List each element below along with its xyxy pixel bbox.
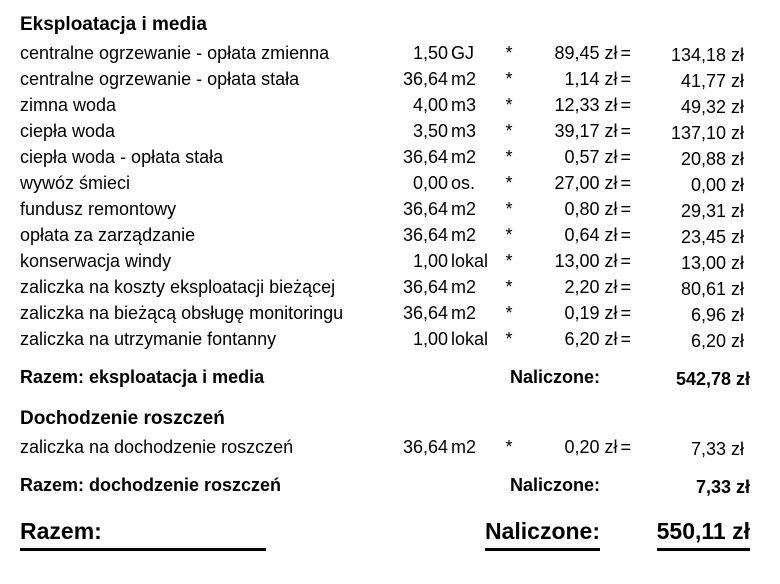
section-total-amount: 7,33 zł	[695, 477, 750, 497]
fee-rate-cell	[522, 274, 631, 300]
section-rows	[20, 434, 750, 460]
fee-unit: lokal	[451, 329, 489, 349]
grand-total-label: Razem:	[20, 516, 266, 551]
fee-label: wywóz śmieci	[20, 173, 131, 193]
fee-label: zaliczka na koszty eksploatacji bieżącej	[20, 277, 336, 297]
fee-amount: 23,45 zł	[680, 227, 744, 247]
fee-rate-cell	[522, 170, 631, 196]
grand-total-amount: 550,11 zł	[657, 516, 750, 551]
equals-sign: =	[620, 69, 631, 89]
fee-amount: 20,88 zł	[680, 149, 744, 169]
fee-label: centralne ogrzewanie - opłata zmienna	[20, 43, 330, 63]
fee-label: konserwacja windy	[20, 251, 172, 271]
fee-rate-cell	[522, 326, 631, 352]
fee-sections-container	[20, 12, 750, 498]
equals-sign: =	[620, 199, 631, 219]
section-total-label: Razem: eksploatacja i media	[20, 367, 265, 387]
fee-quantity: 36,64	[402, 147, 448, 167]
fee-row	[20, 326, 750, 352]
fee-rate: 0,64 zł	[564, 225, 618, 245]
section-total-row	[20, 472, 750, 498]
fee-unit: GJ	[451, 43, 475, 63]
fee-quantity: 36,64	[402, 69, 448, 89]
fee-rate-cell	[522, 118, 631, 144]
fee-label: centralne ogrzewanie - opłata stała	[20, 69, 300, 89]
fee-amount: 49,32 zł	[680, 97, 744, 117]
fee-quantity: 1,50	[412, 43, 448, 63]
fee-label: ciepła woda	[20, 121, 116, 141]
section-total-label: Razem: dochodzenie roszczeń	[20, 475, 282, 495]
multiply-operator: *	[505, 277, 513, 297]
grand-total-amount-cell	[600, 516, 750, 551]
fee-label: zaliczka na dochodzenie roszczeń	[20, 437, 294, 457]
fee-row	[20, 66, 750, 92]
fee-row	[20, 40, 750, 66]
section-total-row	[20, 364, 750, 390]
fee-label: opłata za zarządzanie	[20, 225, 196, 245]
equals-sign: =	[620, 277, 631, 297]
naliczone-label: Naliczone:	[509, 475, 600, 495]
fee-unit: m2	[451, 199, 477, 219]
fee-amount: 7,33 zł	[690, 439, 744, 459]
fee-rate: 6,20 zł	[564, 329, 618, 349]
equals-sign: =	[620, 225, 631, 245]
fee-row	[20, 300, 750, 326]
fee-unit: m3	[451, 95, 477, 115]
fee-quantity: 0,00	[412, 173, 448, 193]
fee-unit: m2	[451, 225, 477, 245]
multiply-operator: *	[505, 173, 513, 193]
grand-total-label-cell	[20, 516, 365, 551]
equals-sign: =	[620, 121, 631, 141]
fee-row	[20, 248, 750, 274]
fee-unit: m2	[451, 437, 477, 457]
fee-rate-cell	[522, 434, 631, 460]
section-rows	[20, 40, 750, 352]
fee-label: zimna woda	[20, 95, 117, 115]
fee-quantity: 1,00	[412, 329, 448, 349]
fee-amount: 0,00 zł	[690, 175, 744, 195]
multiply-operator: *	[505, 95, 513, 115]
fee-row	[20, 222, 750, 248]
fee-amount: 29,31 zł	[680, 201, 744, 221]
fee-row	[20, 274, 750, 300]
section-total-amount: 542,78 zł	[675, 369, 750, 389]
fee-rate: 89,45 zł	[554, 43, 618, 63]
fee-rate: 0,19 zł	[564, 303, 618, 323]
fee-rate: 12,33 zł	[554, 95, 618, 115]
fee-rate-cell	[522, 196, 631, 222]
equals-sign: =	[620, 95, 631, 115]
multiply-operator: *	[505, 225, 513, 245]
multiply-operator: *	[505, 121, 513, 141]
fee-unit: m2	[451, 277, 477, 297]
multiply-operator: *	[505, 147, 513, 167]
fee-rate-cell	[522, 66, 631, 92]
fee-rate: 27,00 zł	[554, 173, 618, 193]
fee-row	[20, 144, 750, 170]
section-title: Dochodzenie roszczeń	[20, 408, 225, 429]
fee-row	[20, 92, 750, 118]
equals-sign: =	[620, 147, 631, 167]
fee-rate: 0,20 zł	[564, 437, 618, 457]
equals-sign: =	[620, 43, 631, 63]
fee-unit: m3	[451, 121, 477, 141]
fee-rate: 0,57 zł	[564, 147, 618, 167]
multiply-operator: *	[505, 199, 513, 219]
fee-amount: 80,61 zł	[680, 279, 744, 299]
fee-quantity: 3,50	[412, 121, 448, 141]
fee-rate: 1,14 zł	[564, 69, 618, 89]
section-title: Eksploatacja i media	[20, 14, 207, 35]
fee-quantity: 4,00	[412, 95, 448, 115]
fee-row	[20, 170, 750, 196]
naliczone-label: Naliczone:	[509, 367, 600, 387]
equals-sign: =	[620, 437, 631, 457]
fee-unit: m2	[451, 303, 477, 323]
fee-unit: m2	[451, 69, 477, 89]
fee-row	[20, 196, 750, 222]
grand-total-row	[20, 516, 750, 551]
fee-quantity: 36,64	[402, 437, 448, 457]
fee-section	[20, 406, 750, 498]
fee-quantity: 36,64	[402, 277, 448, 297]
fee-label: zaliczka na utrzymanie fontanny	[20, 329, 277, 349]
fee-quantity: 36,64	[402, 303, 448, 323]
multiply-operator: *	[505, 437, 513, 457]
multiply-operator: *	[505, 69, 513, 89]
grand-total-naliczone-cell	[365, 516, 600, 551]
fee-label: zaliczka na bieżącą obsługę monitoringu	[20, 303, 344, 323]
equals-sign: =	[620, 251, 631, 271]
fee-rate-cell	[522, 248, 631, 274]
grand-total-naliczone-label: Naliczone:	[485, 516, 600, 551]
fee-unit: lokal	[451, 251, 489, 271]
equals-sign: =	[620, 173, 631, 193]
equals-sign: =	[620, 329, 631, 349]
fee-rate-cell	[522, 300, 631, 326]
fee-rate: 0,80 zł	[564, 199, 618, 219]
fee-row	[20, 118, 750, 144]
fee-amount: 6,20 zł	[690, 331, 744, 351]
fee-rate-cell	[522, 92, 631, 118]
fee-rate: 2,20 zł	[564, 277, 618, 297]
fee-amount: 13,00 zł	[680, 253, 744, 273]
fee-amount: 6,96 zł	[690, 305, 744, 325]
fee-rate-cell	[522, 144, 631, 170]
fee-label: ciepła woda - opłata stała	[20, 147, 224, 167]
multiply-operator: *	[505, 251, 513, 271]
multiply-operator: *	[505, 303, 513, 323]
fee-unit: m2	[451, 147, 477, 167]
fee-rate-cell	[522, 40, 631, 66]
multiply-operator: *	[505, 43, 513, 63]
fee-rate-cell	[522, 222, 631, 248]
fee-rate: 39,17 zł	[554, 121, 618, 141]
fee-label: fundusz remontowy	[20, 199, 177, 219]
fee-section	[20, 12, 750, 390]
fee-amount: 134,18 zł	[670, 45, 744, 65]
fee-amount: 41,77 zł	[680, 71, 744, 91]
equals-sign: =	[620, 303, 631, 323]
multiply-operator: *	[505, 329, 513, 349]
fee-quantity: 36,64	[402, 199, 448, 219]
fee-quantity: 1,00	[412, 251, 448, 271]
fee-quantity: 36,64	[402, 225, 448, 245]
fee-rate: 13,00 zł	[554, 251, 618, 271]
fee-amount: 137,10 zł	[670, 123, 744, 143]
fee-row	[20, 434, 750, 460]
fee-unit: os.	[451, 173, 476, 193]
